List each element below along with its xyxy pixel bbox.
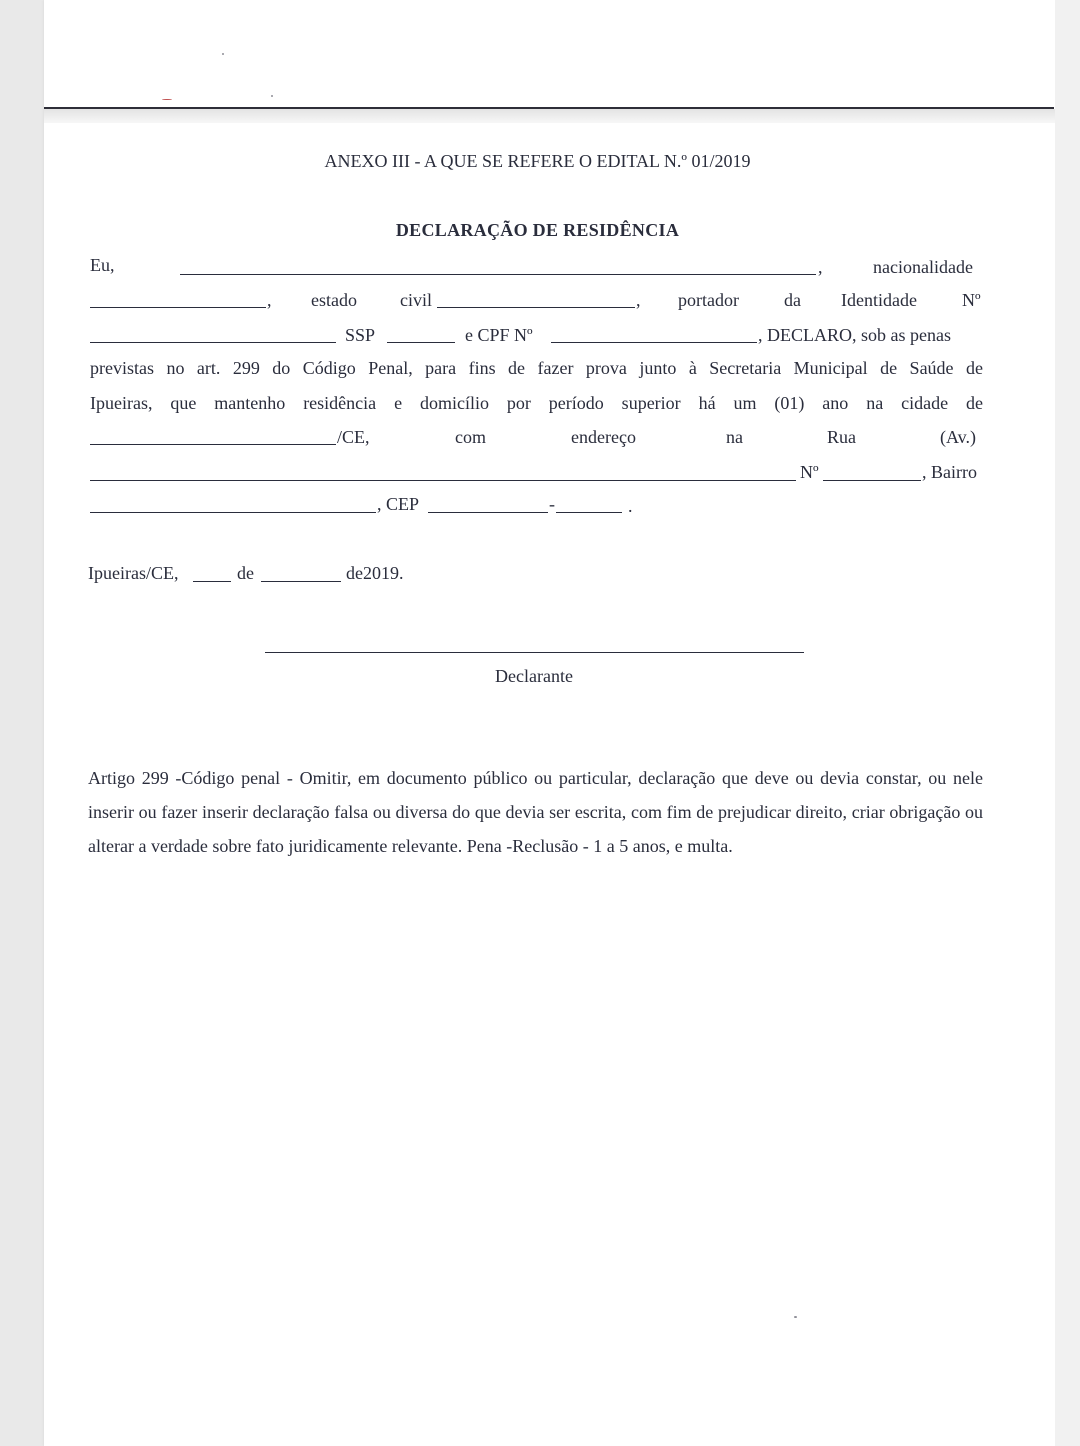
scan-speck	[271, 95, 273, 97]
text-rua: Rua	[827, 427, 856, 447]
text-year: de2019.	[346, 563, 404, 583]
ssp-blank[interactable]	[387, 342, 455, 343]
text-numero: Nº	[800, 462, 819, 482]
identity-blank[interactable]	[90, 342, 336, 343]
text-bairro: , Bairro	[922, 462, 977, 482]
text-city-date: Ipueiras/CE,	[88, 563, 179, 583]
scan-speck	[162, 99, 172, 100]
signature-line[interactable]	[265, 652, 804, 653]
neighborhood-blank[interactable]	[90, 512, 376, 513]
nationality-blank[interactable]	[90, 307, 266, 308]
page-gap	[44, 109, 1055, 123]
text-portador: portador	[678, 290, 739, 310]
legal-footnote: Artigo 299 -Código penal - Omitir, em documento público ou particular, declaração que deve ou devia constar, ou nele inserir ou fazer inserir declaração falsa ou diversa do que devia ser escrita, com fim de prejudicar direito, criar obrigação ou alterar a verdade sobre fato juridicamente relevante. Pena -Reclusão - 1 a 5 anos, e multa.	[88, 768, 983, 856]
scan-speck	[794, 1316, 797, 1318]
text-da: da	[784, 290, 801, 310]
text-eu: Eu,	[90, 255, 115, 275]
text-de: de	[237, 563, 254, 583]
text-numero: Nº	[962, 290, 981, 310]
month-blank[interactable]	[261, 581, 341, 582]
text-av: (Av.)	[940, 427, 976, 447]
comma: ,	[636, 290, 641, 310]
text-na: na	[726, 427, 743, 447]
declaration-line-4: previstas no art. 299 do Código Penal, para fins de fazer prova junto à Secretaria Municipal de Saúde de	[90, 358, 983, 378]
house-number-blank[interactable]	[823, 480, 921, 481]
period: .	[628, 496, 633, 516]
annex-title: ANEXO III - A QUE SE REFERE O EDITAL N.º 01/2019	[324, 151, 751, 171]
day-blank[interactable]	[193, 581, 231, 582]
comma: ,	[267, 290, 272, 310]
text-ssp: SSP	[345, 325, 376, 345]
text-declaro: , DECLARO, sob as penas	[758, 325, 951, 345]
text-identidade: Identidade	[841, 290, 917, 310]
name-blank[interactable]	[180, 274, 816, 275]
page-edge	[1055, 0, 1080, 1446]
document-page	[44, 0, 1055, 1446]
cep-dash: -	[549, 494, 555, 514]
comma: ,	[818, 257, 823, 277]
text-ce: /CE,	[337, 427, 370, 447]
civil-status-blank[interactable]	[437, 307, 635, 308]
text-cpf: e CPF Nº	[465, 325, 533, 345]
signature-label: Declarante	[495, 666, 573, 686]
cpf-blank[interactable]	[551, 342, 757, 343]
street-blank[interactable]	[90, 480, 796, 481]
text-endereco: endereço	[571, 427, 636, 447]
text-cep: , CEP	[377, 494, 420, 514]
text-estado: estado	[311, 290, 357, 310]
city-blank[interactable]	[90, 444, 336, 445]
cep-blank-2[interactable]	[556, 512, 622, 513]
text-com: com	[455, 427, 486, 447]
previous-page-bottom	[44, 0, 1055, 108]
text-civil: civil	[400, 290, 432, 310]
declaration-line-5: Ipueiras, que mantenho residência e domicílio por período superior há um (01) ano na cidade de	[90, 393, 983, 413]
cep-blank-1[interactable]	[428, 512, 548, 513]
text-nacionalidade: nacionalidade	[873, 257, 973, 277]
document-heading: DECLARAÇÃO DE RESIDÊNCIA	[395, 220, 680, 240]
scan-speck	[222, 53, 224, 55]
